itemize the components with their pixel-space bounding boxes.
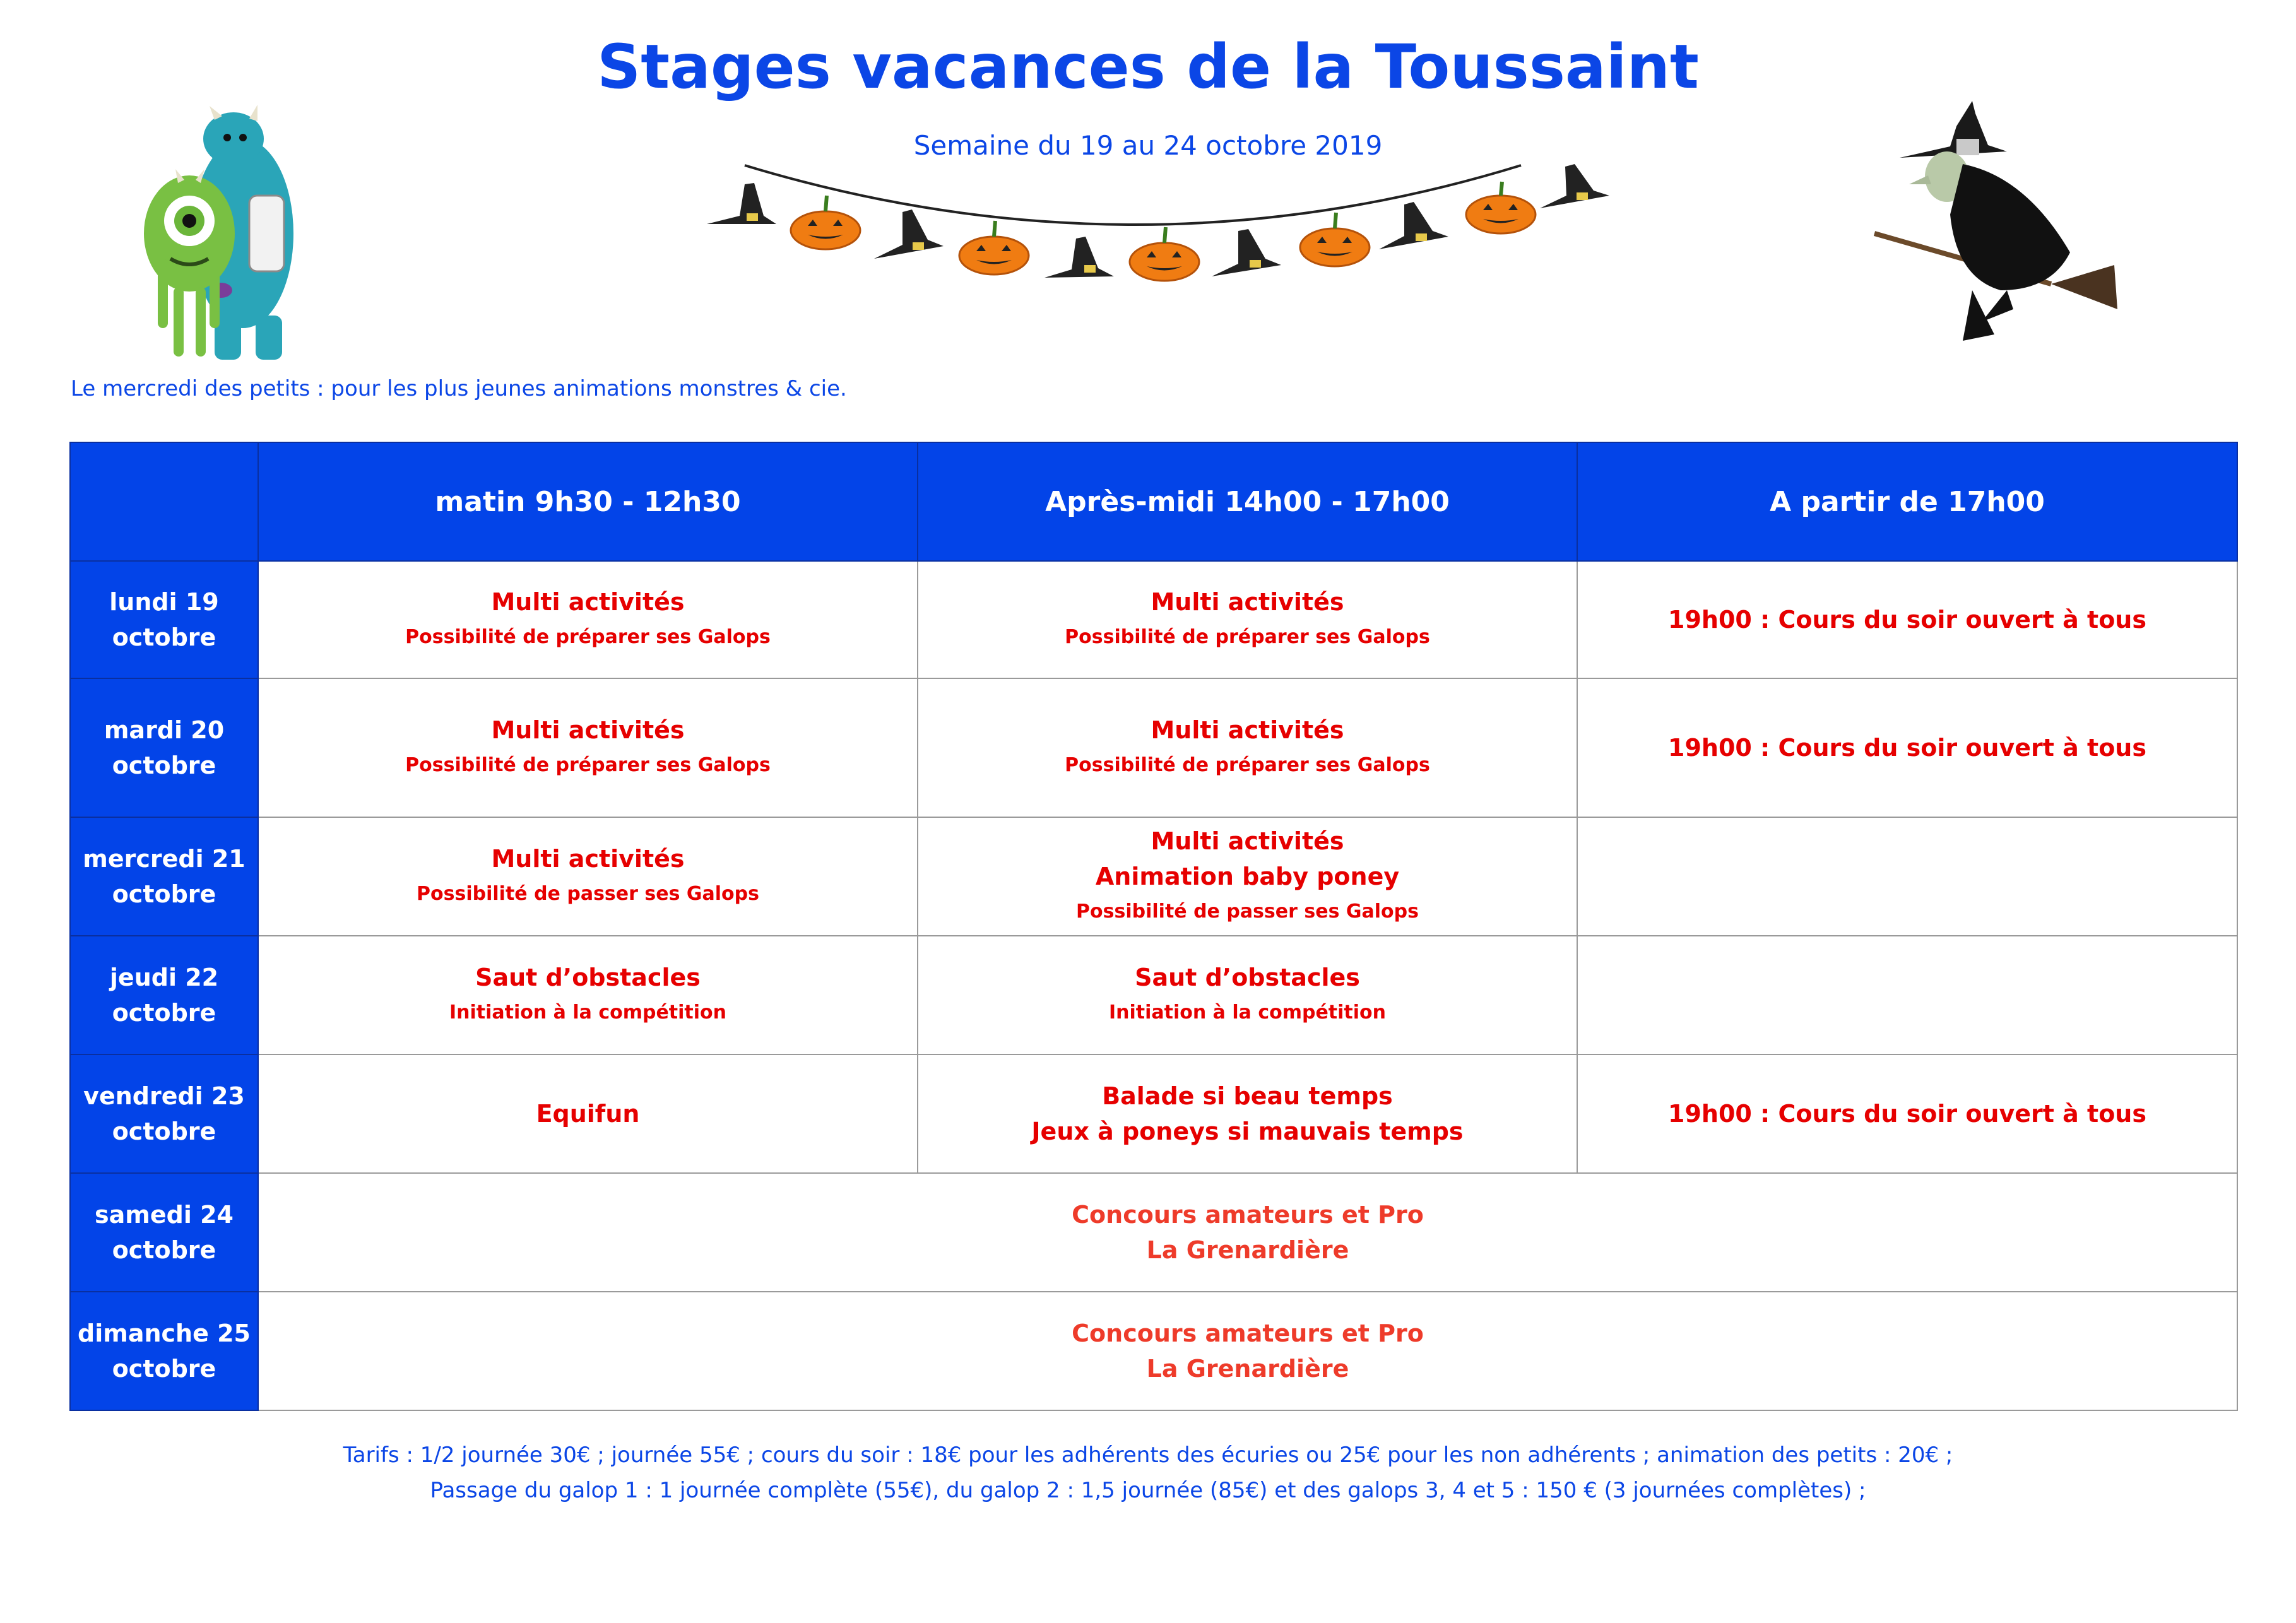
day-name: jeudi 22 xyxy=(109,964,219,991)
column-header-evening: A partir de 17h00 xyxy=(1577,442,2237,561)
event-location: La Grenardière xyxy=(1146,1355,1349,1383)
column-header-afternoon: Après-midi 14h00 - 17h00 xyxy=(918,442,1577,561)
activity-title-secondary: Jeux à poneys si mauvais temps xyxy=(1031,1118,1464,1145)
activity-title: Saut d’obstacles xyxy=(1135,964,1360,991)
activity-detail: Possibilité de préparer ses Galops xyxy=(1065,754,1430,776)
day-name: mardi 20 xyxy=(104,716,225,744)
evening-cell xyxy=(1577,678,2237,817)
event-cell xyxy=(258,1292,2237,1410)
afternoon-cell xyxy=(918,1054,1577,1173)
intro-text: Le mercredi des petits : pour les plus jeunes animations monstres & cie. xyxy=(71,376,847,401)
day-cell xyxy=(70,561,258,678)
pricing-line-1: Tarifs : 1/2 journée 30€ ; journée 55€ ; cours du soir : 18€ pour les adhérents des écuries ou 25€ pour les non adhérents ; animation des petits : 20€ ; xyxy=(343,1443,1953,1468)
activity-title-secondary: Animation baby poney xyxy=(1095,863,1400,890)
day-cell xyxy=(70,1292,258,1410)
day-name: lundi 19 xyxy=(109,588,219,616)
day-month: octobre xyxy=(112,1118,216,1145)
column-header-morning: matin 9h30 - 12h30 xyxy=(258,442,918,561)
evening-cell xyxy=(1577,561,2237,678)
witch-on-broom-icon xyxy=(1862,101,2127,366)
morning-cell xyxy=(258,561,918,678)
table-row xyxy=(70,936,2237,1054)
event-title: Concours amateurs et Pro xyxy=(1072,1319,1424,1347)
afternoon-cell xyxy=(918,817,1577,936)
column-header-empty xyxy=(70,442,258,561)
evening-activity: 19h00 : Cours du soir ouvert à tous xyxy=(1668,606,2146,634)
pricing-footer xyxy=(0,1437,2296,1508)
day-cell xyxy=(70,936,258,1054)
activity-title: Multi activités xyxy=(491,845,685,873)
day-name: samedi 24 xyxy=(95,1201,234,1229)
activity-title: Equifun xyxy=(536,1100,640,1128)
evening-activity: 19h00 : Cours du soir ouvert à tous xyxy=(1668,734,2146,762)
afternoon-cell xyxy=(918,936,1577,1054)
table-row xyxy=(70,678,2237,817)
activity-detail: Possibilité de passer ses Galops xyxy=(1076,900,1419,923)
day-cell xyxy=(70,1054,258,1173)
day-month: octobre xyxy=(112,999,216,1027)
day-month: octobre xyxy=(112,1355,216,1383)
event-location: La Grenardière xyxy=(1146,1236,1349,1264)
day-month: octobre xyxy=(112,752,216,779)
event-cell xyxy=(258,1173,2237,1292)
evening-cell xyxy=(1577,1054,2237,1173)
evening-cell xyxy=(1577,936,2237,1054)
day-name: mercredi 21 xyxy=(83,845,246,873)
table-row xyxy=(70,1173,2237,1292)
schedule-table xyxy=(69,442,2238,1411)
table-row xyxy=(70,561,2237,678)
activity-title: Multi activités xyxy=(491,716,685,744)
halloween-garland-icon xyxy=(694,158,1616,290)
afternoon-cell xyxy=(918,678,1577,817)
activity-detail: Possibilité de passer ses Galops xyxy=(417,883,759,905)
activity-title: Saut d’obstacles xyxy=(475,964,701,991)
day-cell xyxy=(70,678,258,817)
activity-detail: Possibilité de préparer ses Galops xyxy=(405,754,771,776)
activity-title: Balade si beau temps xyxy=(1102,1082,1393,1110)
evening-cell xyxy=(1577,817,2237,936)
activity-detail: Initiation à la compétition xyxy=(1108,1001,1387,1024)
day-month: octobre xyxy=(112,623,216,651)
page-title: Stages vacances de la Toussaint xyxy=(597,32,1699,102)
day-cell xyxy=(70,1173,258,1292)
activity-detail: Initiation à la compétition xyxy=(449,1001,727,1024)
day-cell xyxy=(70,817,258,936)
evening-activity: 19h00 : Cours du soir ouvert à tous xyxy=(1668,1100,2146,1128)
table-row xyxy=(70,817,2237,936)
activity-title: Multi activités xyxy=(1151,588,1344,616)
morning-cell xyxy=(258,817,918,936)
morning-cell xyxy=(258,678,918,817)
page-subtitle: Semaine du 19 au 24 octobre 2019 xyxy=(913,130,1383,161)
event-title: Concours amateurs et Pro xyxy=(1072,1201,1424,1229)
day-month: octobre xyxy=(112,1236,216,1264)
table-header-row xyxy=(70,442,2237,561)
day-month: octobre xyxy=(112,880,216,908)
activity-detail: Possibilité de préparer ses Galops xyxy=(1065,626,1430,648)
activity-title: Multi activités xyxy=(1151,716,1344,744)
pricing-line-2: Passage du galop 1 : 1 journée complète (55€), du galop 2 : 1,5 journée (85€) et des galops 3, 4 et 5 : 150 € (3 journées complètes) ; xyxy=(430,1478,1866,1503)
day-name: vendredi 23 xyxy=(83,1082,245,1110)
table-row xyxy=(70,1292,2237,1410)
morning-cell xyxy=(258,936,918,1054)
morning-cell xyxy=(258,1054,918,1173)
activity-title: Multi activités xyxy=(491,588,685,616)
activity-title: Multi activités xyxy=(1151,827,1344,855)
afternoon-cell xyxy=(918,561,1577,678)
monsters-icon xyxy=(139,101,303,366)
table-row xyxy=(70,1054,2237,1173)
day-name: dimanche 25 xyxy=(78,1319,251,1347)
activity-detail: Possibilité de préparer ses Galops xyxy=(405,626,771,648)
